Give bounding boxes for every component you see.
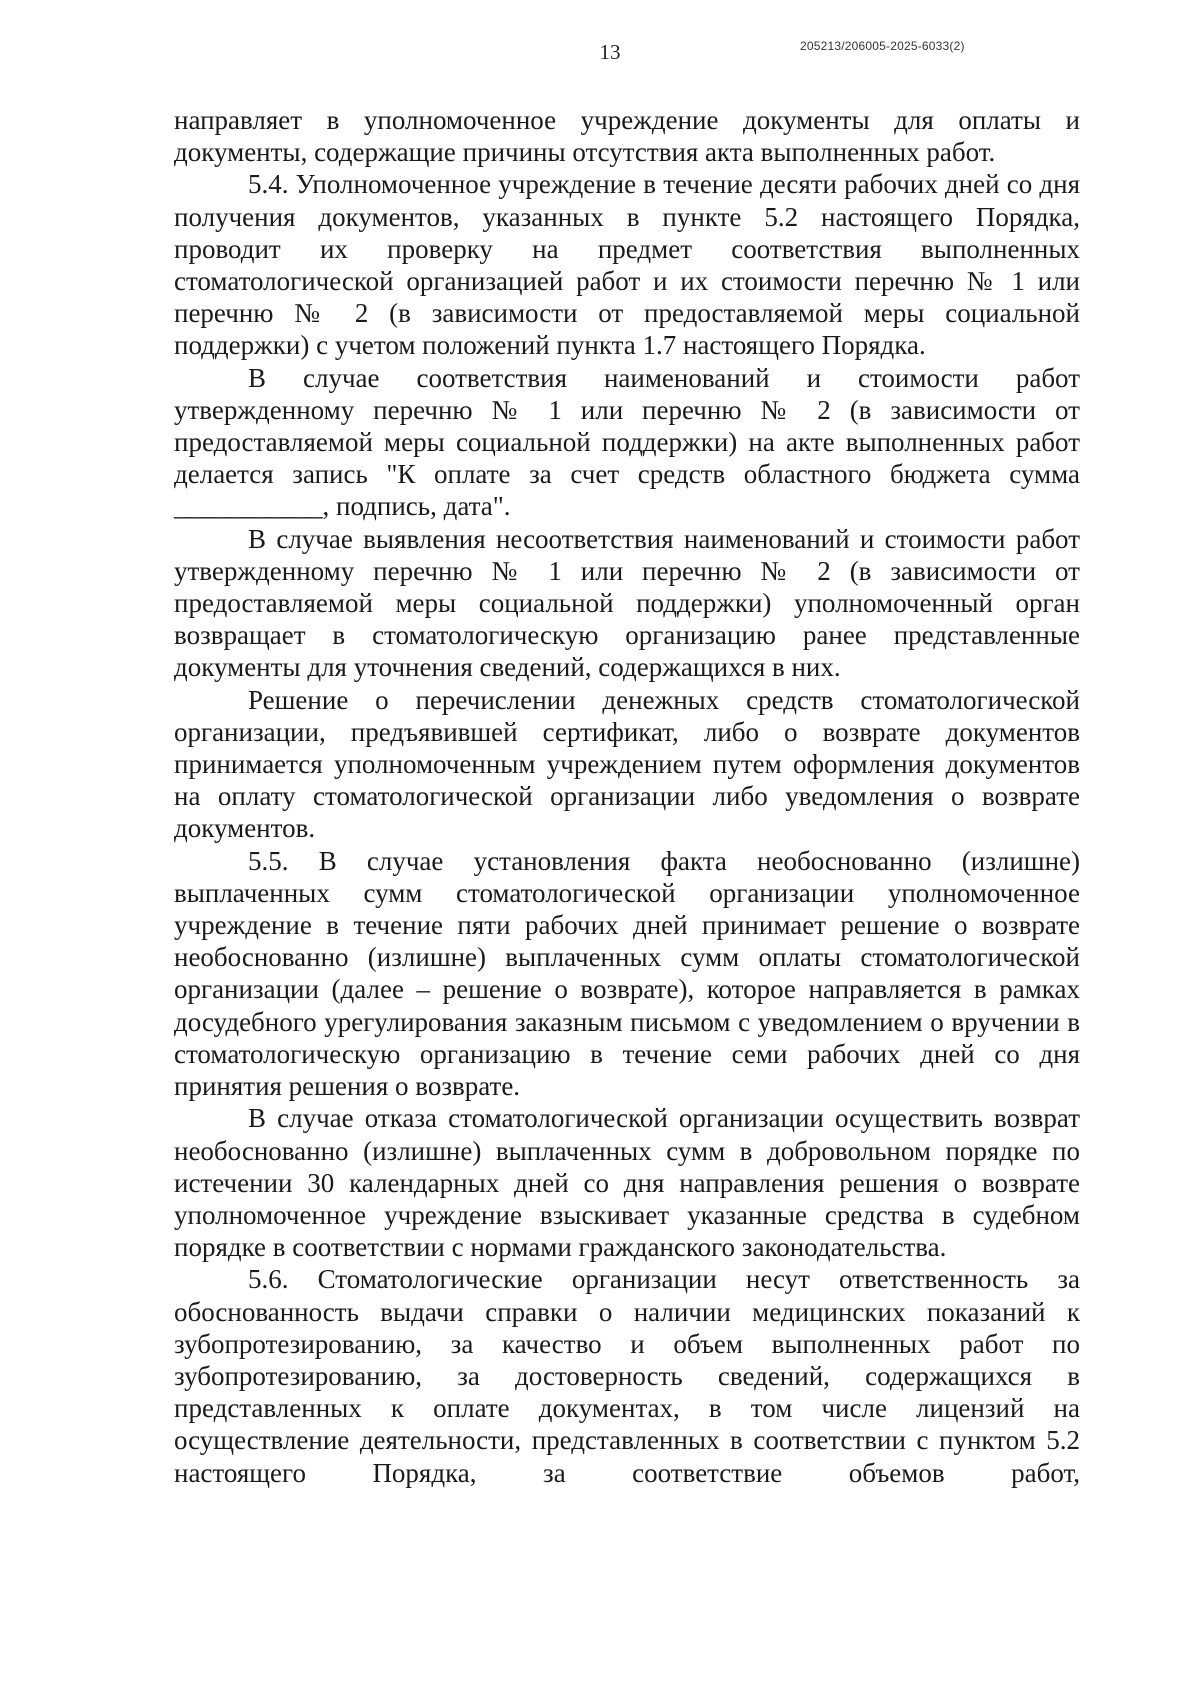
- paragraph-continuation: направляет в уполномоченное учреждение документы для оплаты и документы, содержащие причины отсутствия акта выполненных работ.: [174, 105, 1080, 168]
- paragraph-compliance-case: В случае соответствия наименований и стоимости работ утвержденному перечню № 1 или перечню № 2 (в зависимости от предоставляемой меры социальной поддержки) на акте выполненных работ делается запись "К оплате за счет средств областного бюджета сумма ___________, подпись, дата".: [174, 362, 1080, 522]
- page-number: 13: [599, 40, 621, 64]
- document-body: [174, 104, 1080, 1489]
- paragraph-noncompliance-case: В случае выявления несоответствия наименований и стоимости работ утвержденному перечню № 1 или перечню № 2 (в зависимости от предоставляемой меры социальной поддержки) уполномоченный орган возвращает в стоматологическую организацию ранее представленные документы для уточнения сведений, содержащихся в них.: [174, 523, 1080, 683]
- paragraph-payment-decision: Решение о перечислении денежных средств стоматологической организации, предъявившей сертификат, либо о возврате документов принимается уполномоченным учреждением путем оформления документов на оплату стоматологической организации либо уведомления о возврате документов.: [174, 684, 1080, 844]
- document-registration-number: 205213/206005-2025-6033(2): [800, 39, 965, 53]
- paragraph-refusal-case: В случае отказа стоматологической организации осуществить возврат необоснованно (излишне) выплаченных сумм в добровольном порядке по истечении 30 календарных дней со дня направления решения о возврате уполномоченное учреждение взыскивает указанные средства в судебном порядке в соответствии с нормами гражданского законодательства.: [174, 1103, 1080, 1263]
- paragraph-clause-5-6: 5.6. Стоматологические организации несут ответственность за обоснованность выдачи справки о наличии медицинских показаний к зубопротезированию, за качество и объем выполненных работ по зубопротезированию, за достоверность сведений, содержащихся в представленных к оплате документах, в том числе лицензий на осуществление деятельности, представленных в соответствии с пунктом 5.2 настоящего Порядка, за соответствие объемов работ,: [174, 1264, 1080, 1488]
- paragraph-clause-5-4: 5.4. Уполномоченное учреждение в течение десяти рабочих дней со дня получения документов, указанных в пункте 5.2 настоящего Порядка, проводит их проверку на предмет соответствия выполненных стоматологической организацией работ и их стоимости перечню № 1 или перечню № 2 (в зависимости от предоставляемой меры социальной поддержки) с учетом положений пункта 1.7 настоящего Порядка.: [174, 169, 1080, 361]
- paragraph-clause-5-5: 5.5. В случае установления факта необоснованно (излишне) выплаченных сумм стоматологической организации уполномоченное учреждение в течение пяти рабочих дней принимает решение о возврате необоснованно (излишне) выплаченных сумм оплаты стоматологической организации (далее – решение о возврате), которое направляется в рамках досудебного урегулирования заказным письмом с уведомлением о вручении в стоматологическую организацию в течение семи рабочих дней со дня принятия решения о возврате.: [174, 845, 1080, 1102]
